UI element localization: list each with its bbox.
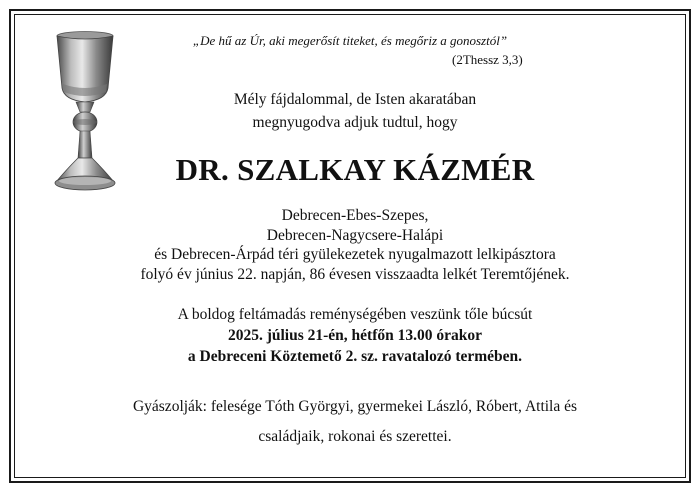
intro-text: [150, 88, 560, 134]
chalice-image: [48, 30, 122, 198]
funeral-date-time: 2025. július 21-én, hétfőn 13.00 órakor: [227, 327, 483, 344]
biography-line: Debrecen-Ebes-Szepes,: [281, 207, 429, 224]
mourners-line: Gyászolják: felesége Tóth Györgyi, gyermekei László, Róbert, Attila és: [132, 398, 578, 415]
deceased-name: DR. SZALKAY KÁZMÉR: [175, 152, 535, 187]
intro-line: megnyugodva adjuk tudtul, hogy: [252, 114, 458, 131]
mourners: [60, 392, 650, 452]
biography: [60, 206, 650, 284]
funeral-details: [60, 304, 650, 367]
biography-line: és Debrecen-Árpád téri gyülekezetek nyugalmazott lelkipásztora: [154, 246, 556, 263]
biography-line: Debrecen-Nagycsere-Halápi: [266, 226, 444, 244]
verse-reference: (2Thessz 3,3): [452, 52, 523, 67]
bible-verse: „De hű az Úr, aki megerősít titeket, és megőriz a gonosztól”: [192, 33, 508, 48]
mourners-line: családjaik, rokonai és szerettei.: [258, 428, 452, 445]
intro-line: Mély fájdalommal, de Isten akaratában: [233, 91, 477, 108]
biography-line: folyó év június 22. napján, 86 évesen visszaadta lelkét Teremtőjének.: [140, 265, 570, 283]
funeral-intro: A boldog feltámadás reménységében veszünk tőle búcsút: [177, 306, 533, 323]
funeral-location: a Debreceni Köztemető 2. sz. ravatalozó termében.: [187, 348, 523, 365]
